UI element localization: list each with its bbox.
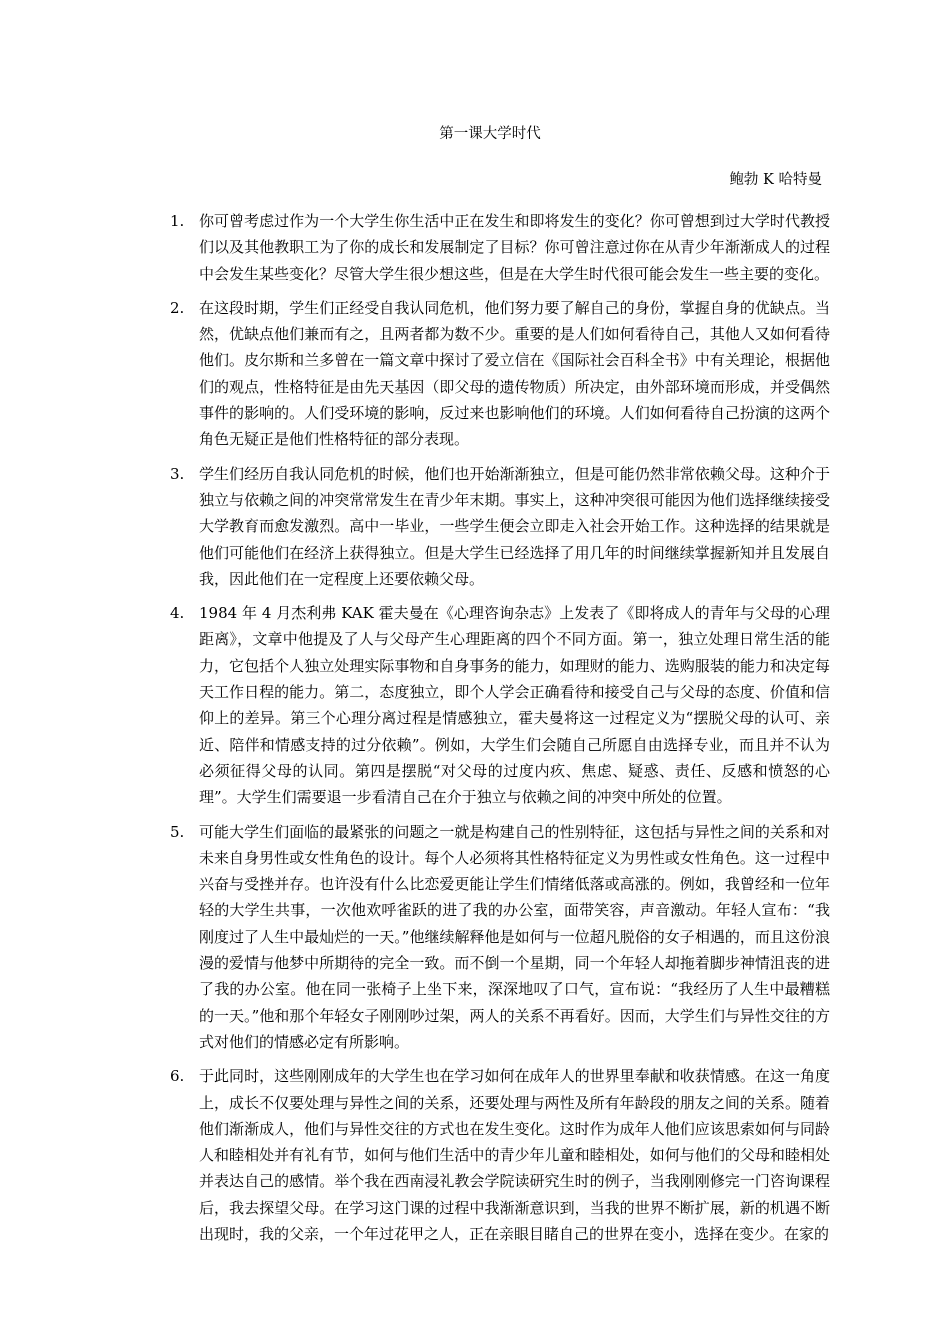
paragraph-number: 5.: [170, 822, 185, 841]
paragraph-2: [170, 295, 830, 453]
paragraph-4: [170, 600, 830, 810]
paragraph-text: 1984 年 4 月杰利弗 KAK 霍夫曼在《心理咨询杂志》上发表了《即将成人的青年与父母的心理距离》，文章中他提及了人与父母产生心理距离的四个不同方面。第一，独立处理日常生活的能力，它包括个人独立处理实际事物和自身事务的能力，如理财的能力、选购服装的能力和决定每天工作日程的能力。第二，态度独立，即个人学会正确看待和接受自己与父母的态度、价值和信仰上的差异。第三个心理分离过程是情感独立，霍夫曼将这一过程定义为“摆脱父母的认可、亲近、陪伴和情感支持的过分依赖”。例如，大学生们会随自己所愿自由选择专业，而且并不认为必须征得父母的认同。第四是摆脱“对父母的过度内疚、焦虑、疑惑、责任、反感和愤怒的心理”。大学生们需要退一步看清自己在介于独立与依赖之间的冲突中所处的位置。: [199, 604, 830, 807]
paragraph-5: [170, 819, 830, 1056]
paragraph-text: 可能大学生们面临的最紧张的问题之一就是构建自己的性别特征，这包括与异性之间的关系和对未来自身男性或女性角色的设计。每个人必须将其性格特征定义为男性或女性角色。这一过程中兴奋与受挫并存。也许没有什么比恋爱更能让学生们情绪低落或高涨的。例如，我曾经和一位年轻的大学生共事，一次他欢呼雀跃的进了我的办公室，面带笑容，声音激动。年轻人宣布：“我刚度过了人生中最灿烂的一天。”他继续解释他是如何与一位超凡脱俗的女子相遇的，而且这份浪漫的爱情与他梦中所期待的完全一致。而不倒一个星期，同一个年轻人却拖着脚步神情沮丧的进了我的办公室。他在同一张椅子上坐下来，深深地叹了口气，宣布说：“我经历了人生中最糟糕的一天。”他和那个年轻女子刚刚吵过架，两人的关系不再看好。因而，大学生们与异性交往的方式对他们的情感必定有所影响。: [199, 822, 830, 1051]
paragraph-text: 在这段时期，学生们正经受自我认同危机，他们努力要了解自己的身份，掌握自身的优缺点。当然，优缺点他们兼而有之，且两者都为数不少。重要的是人们如何看待自己，其他人又如何看待他们。皮尔斯和兰多曾在一篇文章中探讨了爱立信在《国际社会百科全书》中有关理论，根据他们的观点，性格特征是由先天基因（即父母的遗传物质）所决定，由外部环境而形成，并受偶然事件的影响的。人们受环境的影响，反过来也影响他们的环境。人们如何看待自己扮演的这两个角色无疑正是他们性格特征的部分表现。: [199, 298, 830, 449]
paragraph-number: 4.: [170, 604, 185, 623]
paragraph-3: [170, 461, 830, 592]
paragraph-number: 1.: [170, 212, 185, 230]
document-author: 鲍勃 K 哈特曼: [729, 172, 822, 188]
paragraph-text: 你可曾考虑过作为一个大学生你生活中正在发生和即将发生的变化？你可曾想到过大学时代教授们以及其他教职工为了你的成长和发展制定了目标？你可曾注意过你在从青少年渐渐成人的过程中会发生某些变化？尽管大学生很少想这些，但是在大学生时代很可能会发生一些主要的变化。: [199, 212, 830, 283]
paragraph-number: 6.: [170, 1067, 185, 1086]
paragraph-text: 于此同时，这些刚刚成年的大学生也在学习如何在成年人的世界里奉献和收获情感。在这一角度上，成长不仅要处理与异性之间的关系，还要处理与两性及所有年龄段的朋友之间的关系。随着他们渐渐成人，他们与异性交往的方式也在发生变化。这时作为成年人他们应该思索如何与同龄人和睦相处并有礼有节，如何与他们生活中的青少年儿童和睦相处，如何与他们的父母和睦相处并表达自己的感情。举个我在西南浸礼教会学院读研究生时的例子，当我刚刚修完一门咨询课程后，我去探望父母。在学习这门课的过程中我渐渐意识到，当我的世界不断扩展，新的机遇不断出现时，我的父亲，一个年过花甲之人，正在亲眼目睹自己的世界在变小，选择在变少。在家的: [199, 1067, 830, 1243]
document-title: 第一课大学时代: [439, 126, 541, 142]
paragraph-text: 学生们经历自我认同危机的时候，他们也开始渐渐独立，但是可能仍然非常依赖父母。这种介于独立与依赖之间的冲突常常发生在青少年末期。事实上，这种冲突很可能因为他们选择继续接受大学教育而愈发激烈。高中一毕业，一些学生便会立即走入社会开始工作。这种选择的结果就是他们可能他们在经济上获得独立。但是大学生已经选择了用几年的时间继续掌握新知并且发展自我，因此他们在一定程度上还要依赖父母。: [199, 464, 830, 588]
paragraph-6: [170, 1063, 830, 1247]
paragraph-number: 2.: [170, 298, 185, 317]
paragraph-1: [170, 208, 830, 287]
paragraph-list: [170, 208, 830, 1255]
paragraph-number: 3.: [170, 464, 185, 483]
